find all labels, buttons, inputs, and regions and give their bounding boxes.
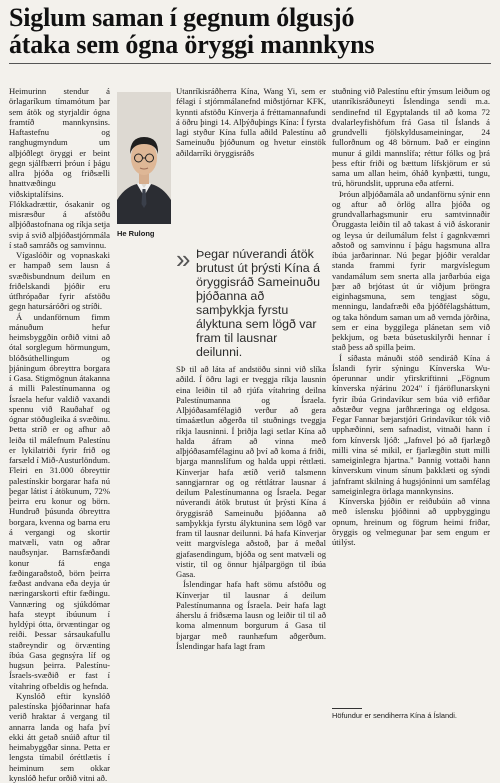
paragraph: Í síðasta mánuði stóð sendiráð Kína á Íslandi fyrir sýningu Kínverska Wu-óperunnar undir yfirskriftinni „Fögnum kínverska nýárinu 2024" í fjáröflunarskyni fyrir íbúa Grindavíkur sem búa við erfiðar aðstæður vegna jarðhræringa og eldgosa. Fegar Fannar bæjarstjóri Grindavíkur tók við upphæðinni, sem safnadist, vitnaði hann í forn kínversk ljóð: „Jafnvel þó að fjarlægð milli vina sé mikil, er fjarlægðin stutt milli sameiginlegra hjartna." Þannig vottaði hann kínverskum vinum sínum þakklæti og sýndi jafnframt skilning á hugsjóninni um samfélag sameiginlegra örlaga mannkynsins. [332, 352, 490, 496]
article-column-2-top [176, 86, 326, 240]
headline-divider [9, 63, 491, 64]
author-photo [117, 92, 171, 224]
paragraph: stuðning við Palestínu eftir ýmsum leiðum og utanríkisráðuneyti Íslendinga sendi m.a. sendinefnd til Egyptalands til að koma 72 dvalarleyfishöfum frá Gasa til Íslands á grundvelli fjölskyldusameiningar, 24 fullorðnum og 48 börnum. Það er einginn munur á gildi mannslífa; réttur fólks og þrá þess eftir friði og bættum lífskjörum er sú sama um allan heim, óháð kynþætti, tungu, trú, hörundslit, uppruna eða atferni. [332, 86, 490, 189]
headline-line-1: Siglum saman í gegnum ólgusjó [9, 3, 355, 32]
paragraph: Þróun alþjóðamála að undanförnu sýnir enn og aftur að örlög allra þjóða og grundvallarhagsmunir eru samtvinnaðir Öruggasta leiðin til að takast á við áskoranir og leysa úr deilumálum felst í gagnkvæmri aðstoð og samvinnu í þágu hagsmuna allra íbúa jarðarinnar. Nú þegar þjóðir veraldar standa frammi fyrir margvíslegum vandamálum sem snerta alla jarðarbúa eiga þær að brjótast út úr viðjum þröngra eiginhagsmuna, sem tengjast sögu, menningu, landafræði eða þjóðfélagsháttum, og taka höndum saman um að vernda jörðina, sem er eina byggilega plánetan sem við þekkjum, og bæta búsetuskilyrði hennar í stað þess að spilla þeim. [332, 188, 490, 353]
paragraph: Vígaslóðir og vopnaskaki er hampað sem lausn á svæðisbundnum deilum en friðelskandi þjóðir eru útfhrópaðar fyrir afstöðu gegn hatursáróðri og stríði. [9, 250, 110, 312]
headline [9, 4, 491, 58]
signature-divider [332, 708, 362, 709]
author-portrait-image [117, 92, 171, 224]
quote-mark-icon: » [176, 244, 191, 274]
pull-quote-text: Þegar núverandi átök brutust út þrýsti Kína á öryggisráð Sameinuðu þjóðanna að samþykkja fyrstu ályktuna sem lögð var fram til lausnar deilunni. [196, 247, 320, 359]
article-column-3 [332, 86, 490, 736]
paragraph: Íslendingar hafa haft sömu afstöðu og Kínverjar til lausnar á deilum Palestínumanna og Ísraela. Þeir hafa lagt áherslu á friðsæma lausn og leiðir til til að koma almennum borgurum á Gasa til bjargar með raunhæfum aðgerðum. Íslendingar hafa lagt fram [176, 579, 326, 651]
paragraph: Heimurinn stendur á örlagaríkum tímamótum þar sem átök og styrjaldir ógna framtíð mannkynsins. Haftastefnu og ranghugmyndum um alþjóðlegt öryggi er beint gegn sjálfbærri þróun í þágu allra þjóða og friðsælli hnattvæðingu viðskiptalífsins. Flókkadrættir, ósakanir og misræsður á afstöðu alþjóðastofnana og ríkja setja svip á svið alþjóðastjórnmála í stað samráðs og samvinnu. [9, 86, 110, 250]
paragraph: Kynslóð eftir kynslóð palestínska þjóðarinnar hafa verið hraktar á vergang til annarra landa og hafa því ekki átt getað snúið aftur til heimabyggðar sinna. Petta er lengsta tímabil óréttlætis í heiminum sem okkar kynslóð hefur orðið vitni að. [9, 690, 110, 783]
paragraph: SÞ til að láta af andstöðu sinni við slíka aðild. Í öðru lagi er tveggja ríkja lausnin eina leiðin til að rjúfa vítahring deilna Palestínumanna og Ísraela. Alþjóðasamfélagið verður að gera tímaáætlun aðgerða til stuðnings tveggja ríkja lausninni. Í þriðja lagi setlar Kína að halda áfram að vinna með alþjóðasamfélaginu að því að koma á friði, bjarga mannslífum og halda uppi réttlæti. Kínverjar hafa ætíð verið talsmenn sanngjarnrar og og réttlátrar lausnar á deilum Palestínumanna og Ísraela. Þegar núverandi átök brutust út þrýsti Kína á öryggisráð Sameinuðu þjóðanna að samþykkja fyrstu ályktunina sem lögð var fram til lausnar deilunni. Þá hafa Kínverjar veitt margvíslega aðstoð, þar á meðal gjafasendingum, bjóða og sent matvæli og vistir, til og önnur hjálpargögn til íbúa Gasa. [176, 364, 326, 579]
article-column-2-bottom [176, 364, 326, 736]
photo-caption: He Rulong [117, 229, 155, 238]
pull-quote [176, 244, 326, 359]
paragraph: Utanríkisráðherra Kína, Wang Yi, sem er félagi í stjórnmálanefnd miðstjórnar KFK, kynnti afstöðu Kínverja á fréttamannafundi á öðru þingi 14. Alþýðuþings Kína: Í fyrsta lagi styður Kína fulla aðild Palestínu að Sameinuðu þjóðunum og hvetur einstök aðildarríki öryggisráðs [176, 86, 326, 158]
paragraph: Á undanförnum fimm mánuðum hefur heimsbyggðin orðið vitni að ótal sorglegum hörmungum, blóðsúthellingum og þjáningum óbreyttra borgara í Gasa. Stigmögnun átakanna á milli Palestínumanna og Ísraela hefur valdið vaxandi spennu við Rauðahaf og ógnar stöðugleika á svæðinu. Þetta stríð er og afhur að leiða til málefnum Palestínu er lykilatriði fyrir frið og farsæld í Mið-Austurlöndum. Fleiri en 31.000 óbreyttir palestínskir borgarar hafa nú þegar látist í átökunum, 72% þeirra eru konur og börn. Hundruð þúsunda óbreyttra borgara, kvenna og barna eru á vergangi og skortir matvæli, vatn og aðrar nauðsynjar. Barnsfæðandi konur fá enga fæðingaraðstoð, börn þeirra fæðast andvana eða deyja úr næringarskorti eftir fæðingu. Vannæring og sjúkdómar hafa steypt íbúunum í hyldýpi ótta, örvæntingar og reiði. Þessar sársaukafullu staðreyndir og örvænting íbúa Gasa gegnsýra líf og hugsun þeirra. Palestínu-Ísraels-svæðið er fast í vítahring ofbeldis og hefnda. [9, 311, 110, 691]
author-signature: Höfundur er sendiherra Kína á Íslandi. [332, 711, 457, 720]
paragraph: Kínverska þjóðin er reiðubúin að vinna með íslensku þjóðinni að uppbyggingu opnum, hreinum og fögrum heimi friðar, öryggis og velmegunar þar sem engum er útilýst. [332, 496, 490, 547]
article-column-1 [9, 86, 110, 783]
headline-line-2: átaka sem ógna öryggi mannkyns [9, 30, 375, 59]
